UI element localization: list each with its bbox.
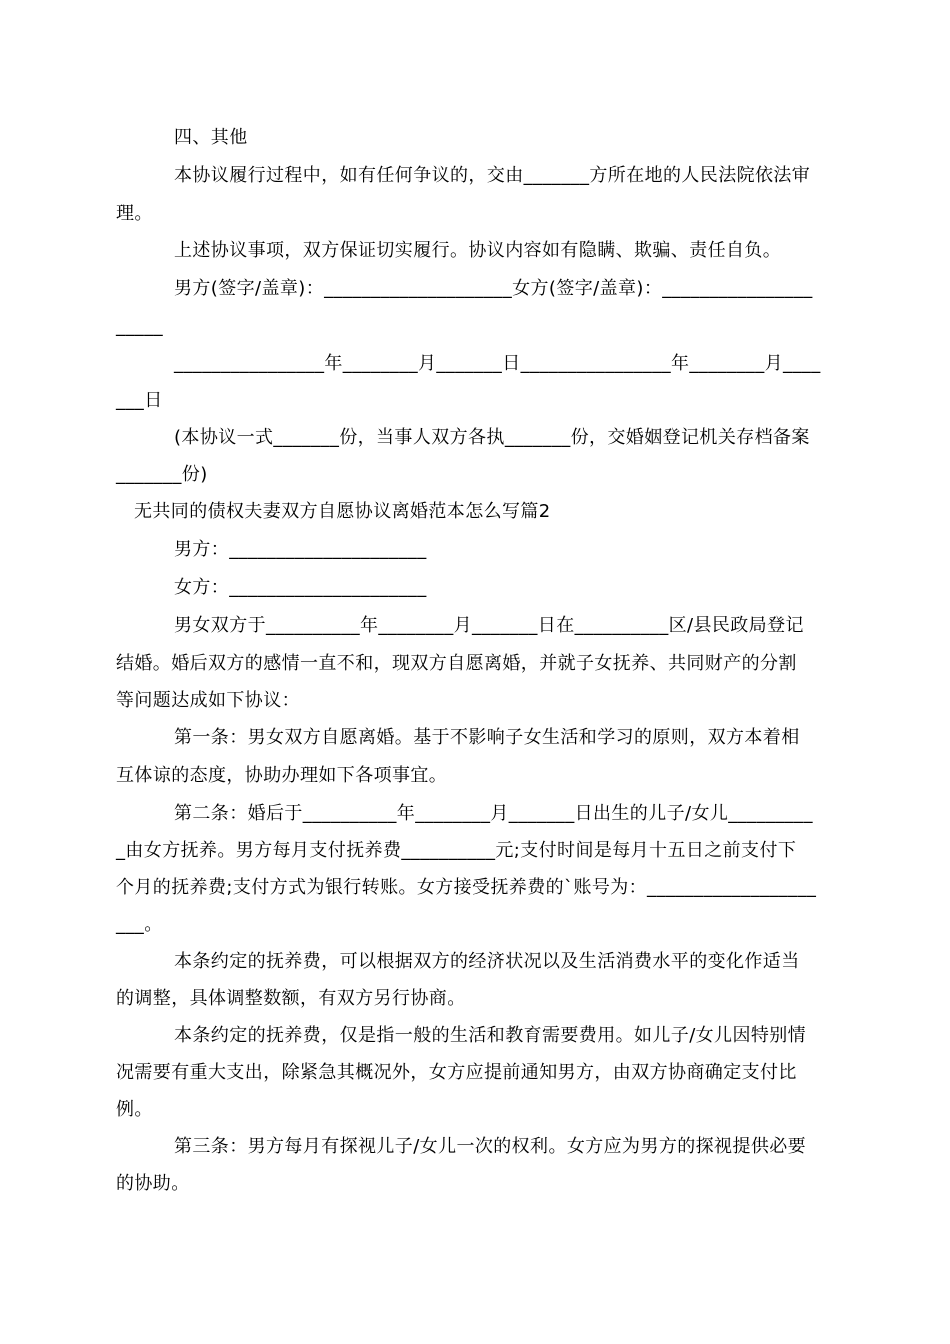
text-line: 男女双方于__________年________月_______日在__________区/县民政局登记 (174, 615, 804, 636)
copies-note: (本协议一式_______份，当事人双方各执_______份，交婚姻登记机关存档备案 (174, 427, 810, 448)
date-line-continued: ___日 (116, 390, 163, 411)
section-heading-other: 四、其他 (174, 127, 248, 148)
text-line: 例。 (116, 1099, 153, 1120)
text-line: 况需要有重大支出，除紧急其概况外，女方应提前通知男方，由双方协商确定支付比 (116, 1062, 797, 1083)
clause-two-continued: 个月的抚养费;支付方式为银行转账。女方接受抚养费的`账号为：__________________ (116, 877, 817, 898)
clause-one-continued: 互体谅的态度，协助办理如下各项事宜。 (116, 765, 448, 786)
clause-two: 第二条：婚后于__________年________月_______日出生的儿子/女儿_________ (174, 803, 813, 824)
text-line: 结婚。婚后双方的感情一直不和，现双方自愿离婚，并就子女抚养、共同财产的分割 (116, 653, 797, 674)
clause-three-continued: 的协助。 (116, 1173, 190, 1194)
text-line: 理。 (116, 203, 153, 224)
article-title: 无共同的债权夫妻双方自愿协议离婚范本怎么写篇2 (134, 501, 551, 522)
clause-one: 第一条：男女双方自愿离婚。基于不影响子女生活和学习的原则，双方本着相 (174, 727, 800, 748)
date-line: ________________年________月_______日________________年________月____ (174, 353, 821, 374)
signature-line-continued: _____ (116, 316, 163, 337)
text-line: 本条约定的抚养费，仅是指一般的生活和教育需要费用。如儿子/女儿因特别情 (174, 1025, 807, 1046)
text-line: 本协议履行过程中，如有任何争议的，交由_______方所在地的人民法院依法审 (174, 165, 811, 186)
text-line: 的调整，具体调整数额，有双方另行协商。 (116, 988, 466, 1009)
clause-two-continued: _由女方抚养。男方每月支付抚养费__________元;支付时间是每月十五日之前支付下 (116, 840, 797, 861)
copies-note-continued: _______份) (116, 464, 208, 485)
clause-two-continued: ___。 (116, 914, 163, 935)
text-line: 上述协议事项，双方保证切实履行。协议内容如有隐瞒、欺骗、责任自负。 (174, 240, 782, 261)
signature-line: 男方(签字/盖章)：____________________女方(签字/盖章)：________________ (174, 278, 813, 299)
text-line: 本条约定的抚养费，可以根据双方的经济状况以及生活消费水平的变化作适当 (174, 951, 800, 972)
male-party-field: 男方：_____________________ (174, 539, 427, 560)
female-party-field: 女方：_____________________ (174, 577, 427, 598)
clause-three: 第三条：男方每月有探视儿子/女儿一次的权利。女方应为男方的探视提供必要 (174, 1136, 807, 1157)
text-line: 等问题达成如下协议： (116, 690, 300, 711)
